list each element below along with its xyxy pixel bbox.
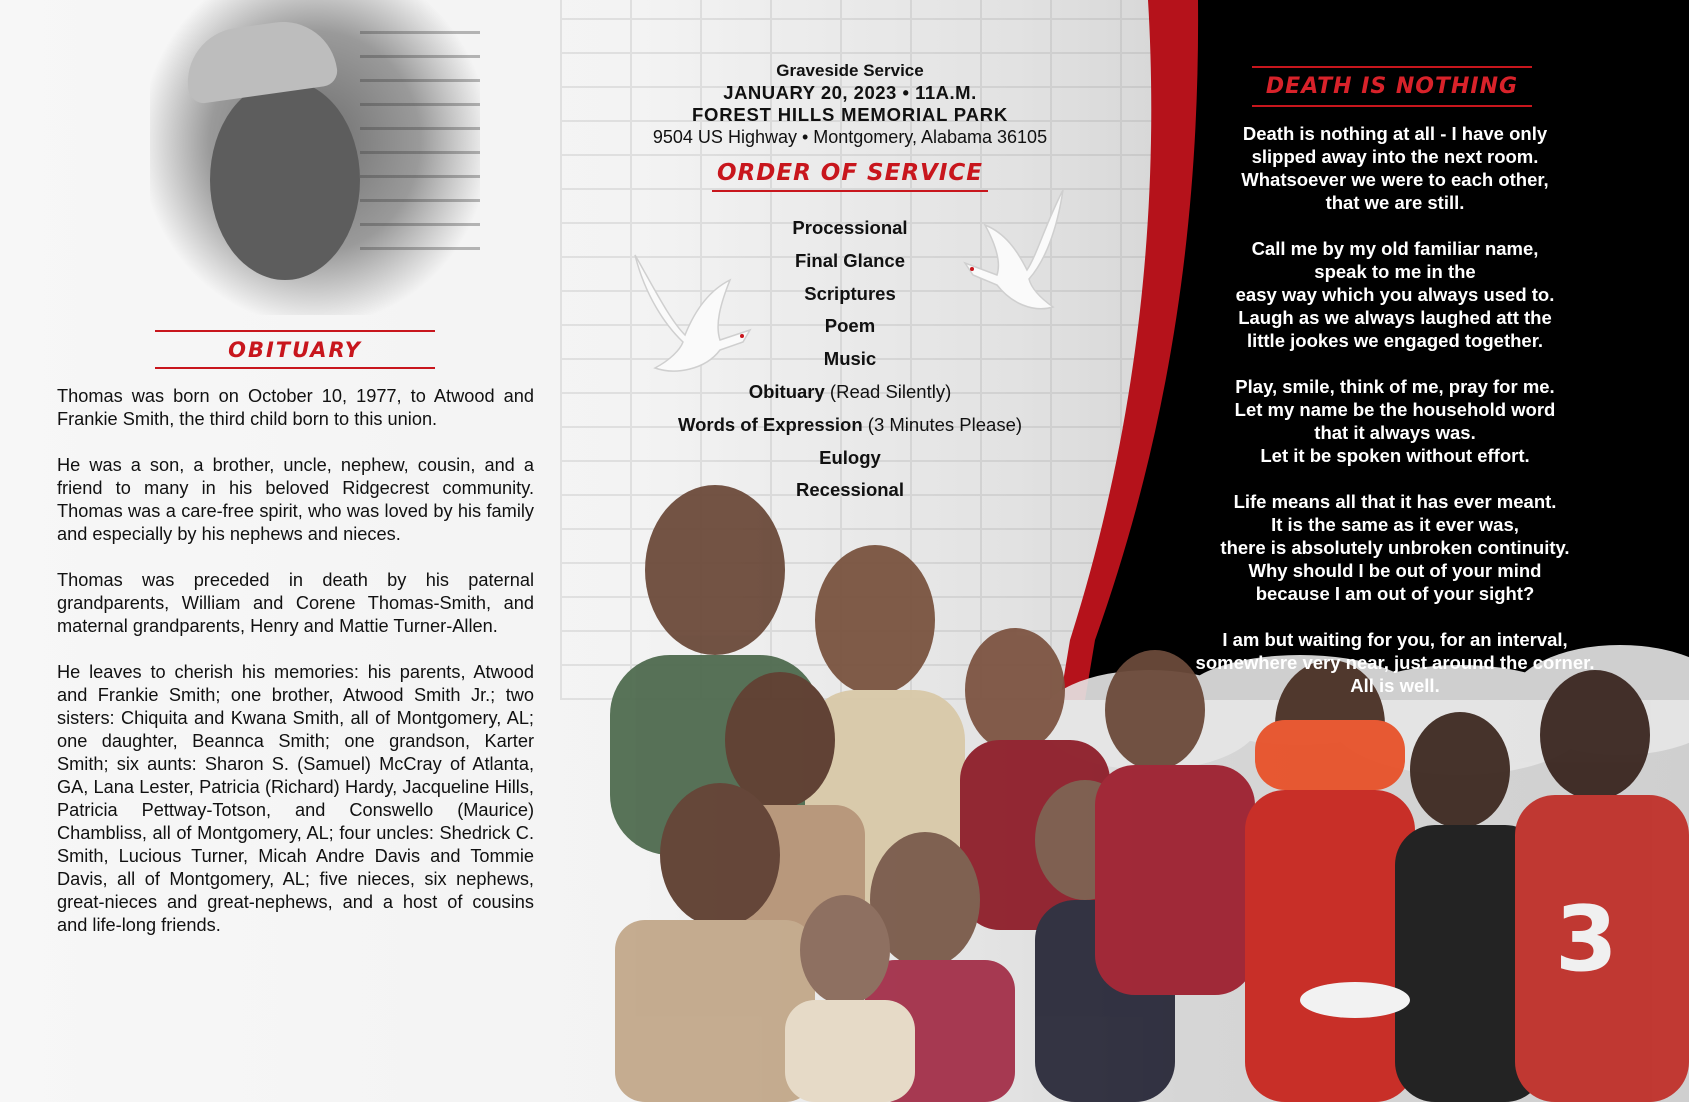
- portrait-photo: [150, 0, 480, 315]
- poem-line: Whatsoever we were to each other,: [1241, 169, 1549, 190]
- service-date-time: JANUARY 20, 2023 • 11A.M.: [723, 82, 977, 103]
- order-item-label: Recessional: [796, 479, 904, 501]
- poem-title: DEATH IS NOTHING: [1265, 74, 1519, 99]
- poem-line: Let it be spoken without effort.: [1260, 445, 1530, 466]
- poem-heading: [1252, 66, 1532, 107]
- order-item: [600, 409, 1100, 442]
- order-item-label: Processional: [792, 217, 908, 238]
- order-item-label: Eulogy: [819, 446, 881, 468]
- poem-stanza: [1160, 237, 1630, 352]
- service-address: 9504 US Highway • Montgomery, Alabama 36105: [652, 127, 1048, 147]
- poem-line: there is absolutely unbroken continuity.: [1220, 537, 1570, 558]
- poem-line: that it always was.: [1314, 422, 1476, 443]
- order-of-service-title: ORDER OF SERVICE: [717, 160, 983, 186]
- order-item-label: Obituary: [748, 380, 825, 402]
- obituary-title: OBITUARY: [228, 338, 362, 362]
- poem-text: [1160, 122, 1630, 720]
- order-item-label: Poem: [824, 315, 876, 337]
- poem-line: because I am out of your sight?: [1255, 583, 1535, 604]
- poem-line: Play, smile, think of me, pray for me.: [1235, 376, 1555, 397]
- service-type: Graveside Service: [776, 61, 924, 80]
- obituary-paragraph: Thomas was preceded in death by his paternal grandparents, William and Corene Thomas-Smith, and maternal grandparents, Henry and Mattie Turner-Allen.: [57, 570, 534, 636]
- poem-line: easy way which you always used to.: [1235, 284, 1555, 305]
- poem-line: somewhere very near, just around the corner.: [1195, 652, 1595, 673]
- order-item-note: (Read Silently): [824, 380, 952, 402]
- portrait-face: [210, 80, 360, 280]
- service-details: [600, 60, 1100, 148]
- obituary-text: [57, 385, 534, 937]
- poem-stanza: [1160, 628, 1630, 697]
- order-item-note: (3 Minutes Please): [862, 413, 1023, 435]
- poem-line: speak to me in the: [1314, 261, 1476, 282]
- poem-line: that we are still.: [1325, 192, 1465, 213]
- obituary-paragraph: Thomas was born on October 10, 1977, to Atwood and Frankie Smith, the third child born to this union.: [57, 386, 534, 429]
- poem-line: All is well.: [1350, 675, 1440, 696]
- poem-line: It is the same as it ever was,: [1271, 514, 1519, 535]
- poem-line: Let my name be the household word: [1234, 399, 1556, 420]
- heading-rule: [155, 367, 435, 369]
- portrait-background: [360, 20, 480, 250]
- poem-line: Why should I be out of your mind: [1248, 560, 1542, 581]
- poem-line: I am but waiting for you, for an interval,: [1222, 629, 1568, 650]
- service-location: FOREST HILLS MEMORIAL PARK: [691, 104, 1009, 125]
- poem-line: Laugh as we always laughed att the: [1238, 307, 1552, 328]
- svg-text:3: 3: [1555, 887, 1618, 992]
- poem-line: Death is nothing at all - I have only: [1242, 123, 1548, 144]
- poem-stanza: [1160, 490, 1630, 605]
- order-item: [600, 376, 1100, 409]
- heading-rule: [1252, 105, 1532, 107]
- obituary-paragraph: He leaves to cherish his memories: his parents, Atwood and Frankie Smith; one brother, Atwood Smith Jr.; two sisters: Chiquita and Kwana Smith, all of Montgomery, AL; one daughter, Beannca Smith; one grandson, Karter Smith; six aunts: Sharon S. (Samuel) McCray of Atlanta, GA, Lana Lester, Patricia (Richard) Hardy, Jacqueline Hills, Patricia Pettway-Totson, and Conswello (Maurice) Chambliss, all of Montgomery, AL; four uncles: Shedrick C. Smith, Lucious Turner, Micah Andre Davis and Tommie Davis, all of Montgomery, AL; five nieces, six nephews, great-nieces and great-nephews, and a host of cousins and life-long friends.: [57, 662, 534, 935]
- order-item: [600, 442, 1100, 475]
- dove-icon: [625, 250, 765, 380]
- order-item-label: Words of Expression: [677, 413, 863, 435]
- order-item-label: Music: [823, 348, 877, 370]
- obituary-paragraph: He was a son, a brother, uncle, nephew, cousin, and a friend to many in his beloved Ridgecrest community. Thomas was a care-free spirit, who was loved by his family and especially by his nephews and nieces.: [57, 455, 534, 544]
- poem-stanza: [1160, 122, 1630, 214]
- order-item-label: Final Glance: [794, 249, 905, 271]
- dove-icon: [945, 185, 1075, 320]
- poem-line: slipped away into the next room.: [1251, 146, 1539, 167]
- poem-line: little jookes we engaged together.: [1246, 330, 1544, 351]
- poem-line: Life means all that it has ever meant.: [1233, 491, 1557, 512]
- poem-stanza: [1160, 375, 1630, 467]
- order-item-label: Scriptures: [804, 282, 896, 304]
- poem-line: Call me by my old familiar name,: [1251, 238, 1539, 259]
- obituary-heading: [155, 330, 435, 369]
